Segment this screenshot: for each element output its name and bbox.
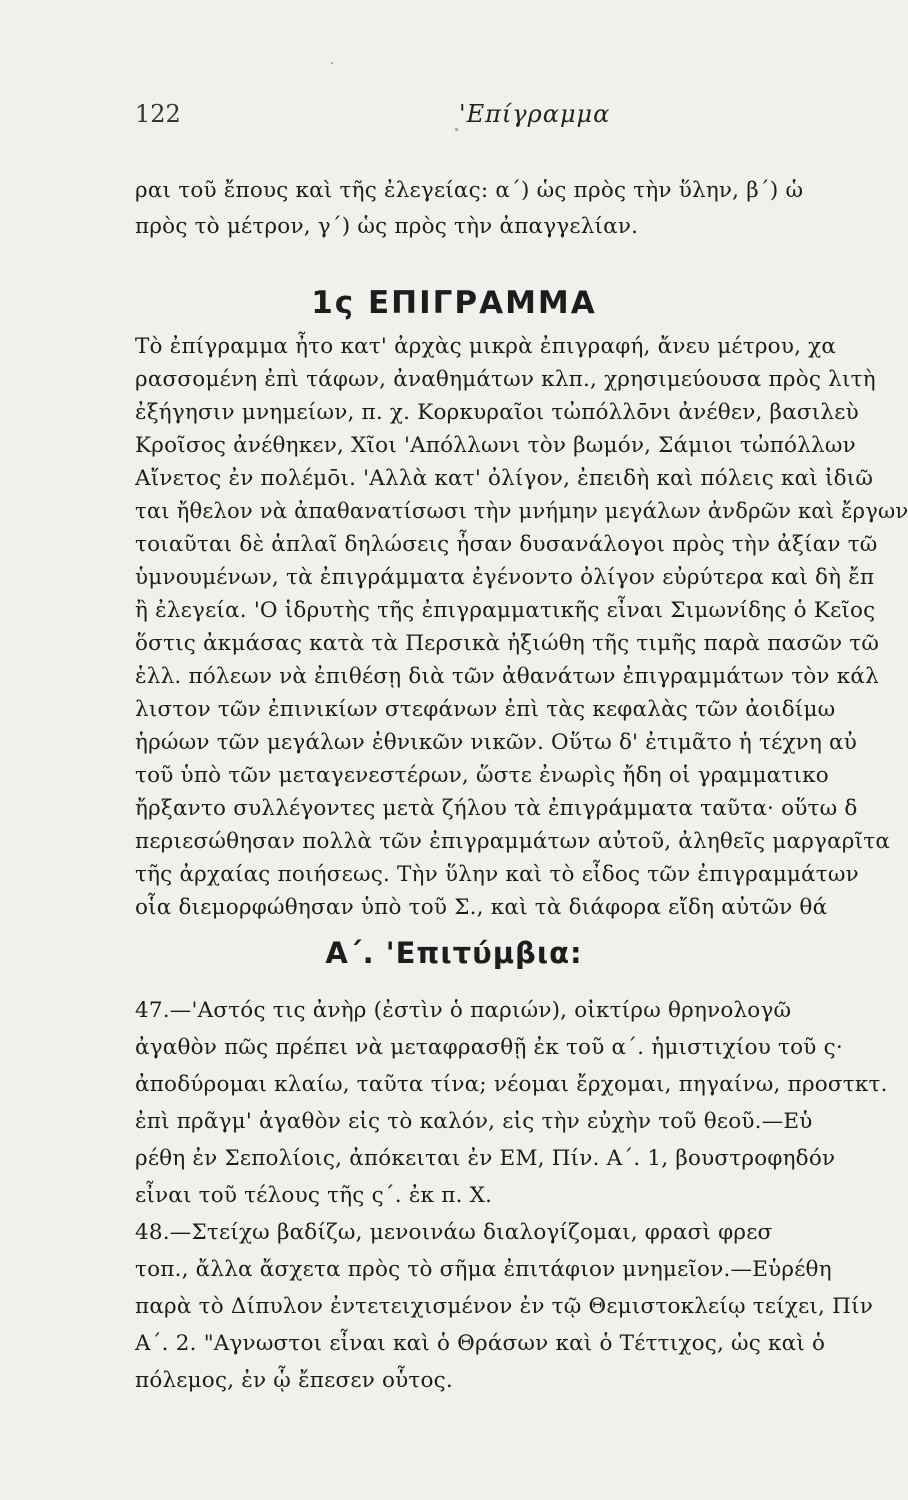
body-line: τοιαῦται δὲ ἁπλαῖ δηλώσεις ἦσαν δυσανάλογοι πρὸς τὴν ἀξίαν τῶ [135,532,878,557]
body-line: ἑλλ. πόλεων νὰ ἐπιθέσῃ διὰ τῶν ἀθανάτων ἐπιγραμμάτων τὸν κάλ [135,664,879,689]
body-line: Τὸ ἐπίγραμμα ἦτο κατ' ἀρχὰς μικρὰ ἐπιγραφή, ἄνευ μέτρου, χα [135,334,837,359]
commentary-line: ρέθη ἐν Σεπολίοις, ἀπόκειται ἐν ΕΜ, Πίν. Α΄. 1, βουστροφηδόν [135,1146,836,1171]
body-line: ὑμνουμένων, τὰ ἐπιγράμματα ἐγένοντο ὀλίγον εὐρύτερα καὶ δὴ ἔπ [135,565,875,590]
body-line: τοῦ ὑπὸ τῶν μεταγενεστέρων, ὥστε ἐνωρὶς ἤδη οἱ γραμματικο [135,763,829,788]
body-line: περιεσώθησαν πολλὰ τῶν ἐπιγραμμάτων αὐτοῦ, ἀληθεῖς μαργαρῖτα [135,829,891,854]
section-heading-epigram: 1ς ΕΠΙΓΡΑΜΜΑ [311,285,597,321]
body-line: Κροῖσος ἀνέθηκεν, Χῖοι 'Απόλλωνι τὸν βωμόν, Σάμιοι τὠπόλλων [135,433,856,458]
body-line: ρασσομένη ἐπὶ τάφων, ἀναθημάτων κλπ., χρησιμεύουσα πρὸς λιτὴ [135,367,876,392]
body-line: ται ἤθελον νὰ ἀπαθανατίσωσι τὴν μνήμην μεγάλων ἀνδρῶν καὶ ἔργων [135,499,908,524]
body-line: λιστον τῶν ἐπινικίων στεφάνων ἐπὶ τὰς κεφαλὰς τῶν ἀοιδίμω [135,697,836,722]
body-line: ἡρώων τῶν μεγάλων ἐθνικῶν νικῶν. Οὕτω δ' ἐτιμᾶτο ἡ τέχνη αὐ [135,730,858,755]
commentary-line: 47.—'Αστός τις ἀνὴρ (ἐστὶν ὁ παριών), οἰκτίρω θρηνολογῶ [135,998,792,1023]
commentary-line: εἶναι τοῦ τέλους τῆς ς΄. ἐκ π. Χ. [135,1183,493,1208]
paper-speck [455,128,458,131]
commentary-line: 48.—Στείχω βαδίζω, μενοινάω διαλογίζομαι, φρασὶ φρεσ [135,1220,773,1245]
section-heading-epitymbia: Α΄. 'Επιτύμβια: [325,936,583,970]
intro-line: ραι τοῦ ἔπους καὶ τῆς ἐλεγείας: α΄) ὡς πρὸς τὴν ὕλην, β΄) ὡ [135,178,804,203]
intro-line: πρὸς τὸ μέτρον, γ΄) ὡς πρὸς τὴν ἀπαγγελίαν. [135,214,639,239]
body-line: Αἴνετος ἐν πολέμōι. 'Αλλὰ κατ' ὀλίγον, ἐπειδὴ καὶ πόλεις καὶ ἰδιῶ [135,466,874,491]
running-title: 'Επίγραμμα [459,100,611,128]
body-line: ἐξήγησιν μνημείων, π. χ. Κορκυραῖοι τὠπόλλōνι ἀνέθεν, βασιλεὺ [135,400,859,425]
commentary-line: τοπ., ἄλλα ἄσχετα πρὸς τὸ σῆμα ἐπιτάφιον μνημεῖον.—Εὑρέθη [135,1257,832,1282]
commentary-line: ἀποδύρομαι κλαίω, ταῦτα τίνα; νέομαι ἔρχομαι, πηγαίνω, προστκτ. [135,1072,888,1097]
body-line: ἤρξαντο συλλέγοντες μετὰ ζήλου τὰ ἐπιγράμματα ταῦτα· οὕτω δ [135,796,858,821]
body-line: ὅστις ἀκμάσας κατὰ τὰ Περσικὰ ἠξιώθη τῆς τιμῆς παρὰ πασῶν τῶ [135,631,880,656]
body-line: ἢ ἐλεγεία. 'Ο ἱδρυτὴς τῆς ἐπιγραμματικῆς εἶναι Σιμωνίδης ὁ Κεῖος [135,598,876,623]
page-header [135,100,875,140]
paper-speck [331,62,333,64]
commentary-line: ἐπὶ πρᾶγμ' ἀγαθὸν εἰς τὸ καλόν, εἰς τὴν εὐχὴν τοῦ θεοῦ.—Εὑ [135,1109,813,1134]
page-number: 122 [135,100,181,128]
body-line: τῆς ἀρχαίας ποιήσεως. Τὴν ὕλην καὶ τὸ εἶδος τῶν ἐπιγραμμάτων [135,862,859,887]
body-line: οἷα διεμορφώθησαν ὑπὸ τοῦ Σ., καὶ τὰ διάφορα εἴδη αὐτῶν θά [135,895,828,920]
commentary-line: Α΄. 2. "Αγνωστοι εἶναι καὶ ὁ Θράσων καὶ ὁ Τέττιχος, ὡς καὶ ὁ [135,1331,826,1356]
commentary-line: ἀγαθὸν πῶς πρέπει νὰ μεταφρασθῇ ἐκ τοῦ α΄. ἡμιστιχίου τοῦ ς· [135,1035,843,1060]
commentary-line: παρὰ τὸ Δίπυλον ἐντετειχισμένον ἐν τῷ Θεμιστοκλείῳ τείχει, Πίν [135,1294,873,1319]
commentary-line: πόλεμος, ἐν ᾧ ἔπεσεν οὗτος. [135,1368,453,1393]
